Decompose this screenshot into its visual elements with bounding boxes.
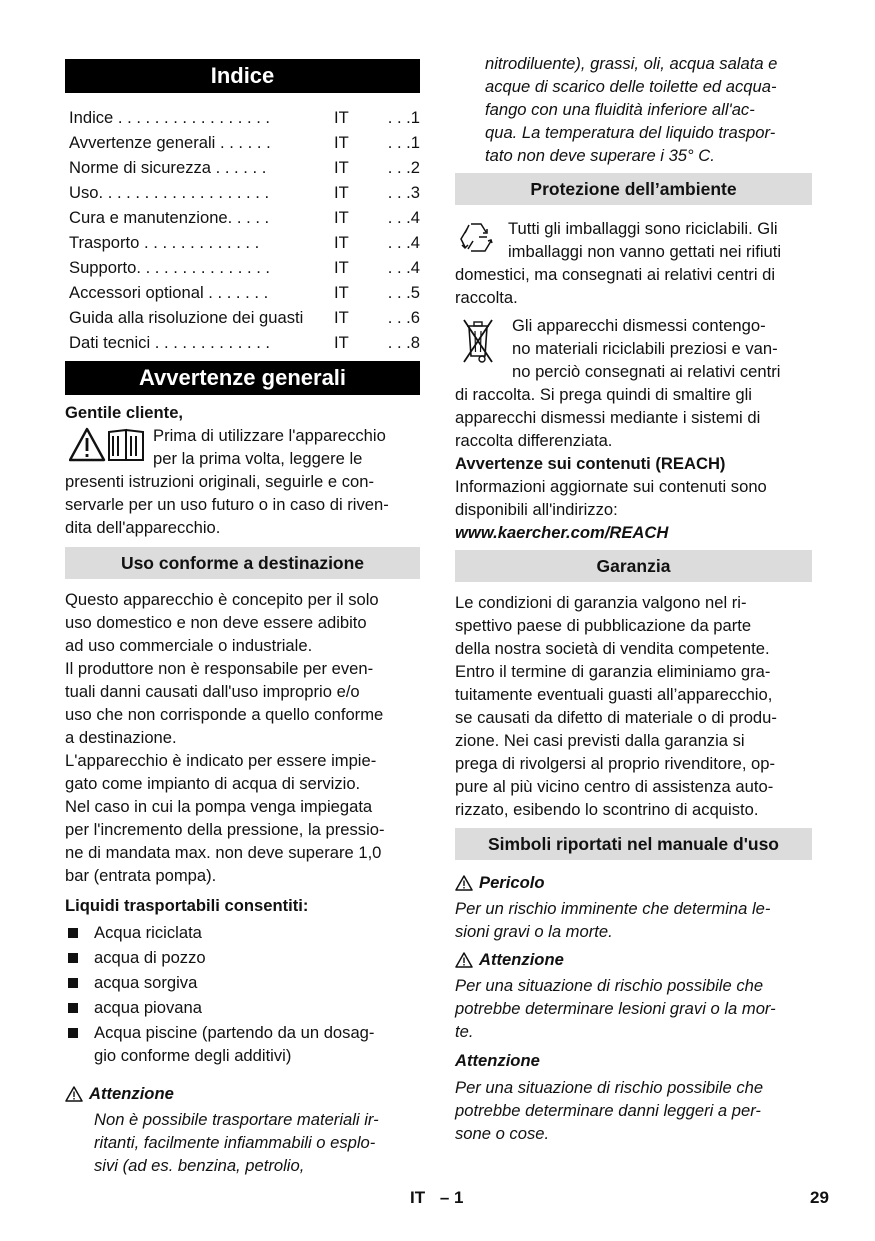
toc-entry-title: Supporto. . . . . . . . . . . . . . . bbox=[69, 258, 271, 277]
caution-line: Non è possibile trasportare materiali ir- bbox=[94, 1110, 379, 1129]
intro-line-c: presenti istruzioni originali, seguirle e con- bbox=[65, 472, 374, 491]
warranty-line: spettivo paese di pubblicazione da parte bbox=[455, 616, 752, 635]
toc-entry-title: Uso. . . . . . . . . . . . . . . . . . . bbox=[69, 183, 270, 202]
toc-entry-title: Cura e manutenzione. . . . . bbox=[69, 208, 270, 227]
intended-use-line: Il produttore non è responsabile per even- bbox=[65, 659, 374, 678]
toc-entry-lang: IT bbox=[334, 333, 349, 352]
caution-label-row bbox=[65, 1083, 420, 1105]
toc-entry[interactable] bbox=[69, 130, 420, 155]
intended-use-line: Questo apparecchio è concepito per il solo bbox=[65, 590, 379, 609]
reach-line: disponibili all'indirizzo: bbox=[455, 500, 618, 519]
liquids-list bbox=[65, 921, 420, 1044]
list-item: Acqua riciclata bbox=[65, 921, 420, 944]
caution-line: acque di scarico delle toilette ed acqua- bbox=[485, 77, 777, 96]
list-item-continuation: gio conforme degli additivi) bbox=[94, 1046, 292, 1065]
toc-entry-page: . . .1 bbox=[387, 133, 420, 152]
warning-label-row bbox=[455, 949, 812, 971]
intended-use-line: ad uso commerciale o industriale. bbox=[65, 636, 313, 655]
toc-entry-page: . . .6 bbox=[387, 308, 420, 327]
toc-heading: Indice bbox=[65, 59, 420, 93]
toc-entry-page: . . .8 bbox=[387, 333, 420, 352]
list-item: acqua sorgiva bbox=[65, 971, 420, 994]
toc-entry-lang: IT bbox=[334, 208, 349, 227]
general-warnings-heading: Avvertenze generali bbox=[65, 361, 420, 395]
recycle-block bbox=[455, 217, 812, 263]
warning-triangle-icon bbox=[455, 952, 473, 968]
toc-entry-title: Norme di sicurezza . . . . . . bbox=[69, 158, 267, 177]
intended-use-line: a destinazione. bbox=[65, 728, 177, 747]
intro-block bbox=[65, 424, 420, 470]
toc-entry-lang: IT bbox=[334, 308, 349, 327]
danger-line: Per un rischio imminente che determina le- bbox=[455, 899, 771, 918]
toc-entry-page: . . .5 bbox=[387, 283, 420, 302]
toc-entry-lang: IT bbox=[334, 108, 349, 127]
toc-entry-lang: IT bbox=[334, 158, 349, 177]
weee-line-b: no materiali riciclabili preziosi e van- bbox=[512, 339, 778, 358]
left-column bbox=[65, 52, 420, 1177]
toc-entry-title: Indice . . . . . . . . . . . . . . . . . bbox=[69, 108, 271, 127]
list-item: acqua piovana bbox=[65, 996, 420, 1019]
toc-entry[interactable] bbox=[69, 280, 420, 305]
toc-entry-title: Dati tecnici . . . . . . . . . . . . . bbox=[69, 333, 271, 352]
caution-text-right bbox=[455, 52, 812, 167]
caution-line: Per una situazione di rischio possibile che bbox=[455, 1078, 764, 1097]
warranty-line: Entro il termine di garanzia eliminiamo gra- bbox=[455, 662, 771, 681]
warning-triangle-icon bbox=[65, 1086, 83, 1102]
danger-label-row bbox=[455, 872, 812, 894]
intro-line-b: per la prima volta, leggere le bbox=[153, 449, 363, 468]
page-number: 29 bbox=[810, 1188, 829, 1207]
warranty-line: tuitamente eventuali guasti all’apparecchio, bbox=[455, 685, 773, 704]
toc-entry-page: . . .4 bbox=[387, 258, 420, 277]
toc-entry-lang: IT bbox=[334, 133, 349, 152]
warning-line: te. bbox=[455, 1022, 474, 1041]
danger-label: Pericolo bbox=[479, 873, 545, 892]
intended-use-line: L'apparecchio è indicato per essere impie- bbox=[65, 751, 377, 770]
intended-use-line: per l'incremento della pressione, la pressio- bbox=[65, 820, 385, 839]
caution-text bbox=[455, 1076, 812, 1145]
recycle-line-a: Tutti gli imballaggi sono riciclabili. Gli bbox=[508, 219, 778, 238]
weee-line-d: di raccolta. Si prega quindi di smaltire gli bbox=[455, 385, 752, 404]
toc-entry-page: . . .4 bbox=[387, 233, 420, 252]
warranty-line: pure al più vicino centro di assistenza auto- bbox=[455, 777, 774, 796]
intro-line-d: servarle per un uso futuro o in caso di riven- bbox=[65, 495, 389, 514]
warning-line: Per una situazione di rischio possibile che bbox=[455, 976, 764, 995]
recycle-line-c: domestici, ma consegnati ai relativi centri di bbox=[455, 265, 776, 284]
warranty-line: della nostra società di vendita competente. bbox=[455, 639, 770, 658]
toc-entry-title: Avvertenze generali . . . . . . bbox=[69, 133, 271, 152]
intended-use-line: tuali danni causati dall'uso improprio e/o bbox=[65, 682, 360, 701]
caution-line: ritanti, facilmente infiammabili o esplo- bbox=[94, 1133, 376, 1152]
weee-line-c: no perciò consegnati ai relativi centri bbox=[512, 362, 781, 381]
toc-entry-page: . . .3 bbox=[387, 183, 420, 202]
caution-line: fango con una fluidità inferiore all'ac- bbox=[485, 100, 755, 119]
intended-use-line: uso che non corrisponde a quello conforme bbox=[65, 705, 384, 724]
warranty-line: Le condizioni di garanzia valgono nel ri- bbox=[455, 593, 747, 612]
footer-section-code: IT bbox=[410, 1188, 426, 1207]
liquids-heading: Liquidi trasportabili consentiti: bbox=[65, 896, 309, 915]
toc-entry-lang: IT bbox=[334, 283, 349, 302]
caution-line: potrebbe determinare danni leggeri a per- bbox=[455, 1101, 761, 1120]
caution-label: Attenzione bbox=[455, 1051, 540, 1070]
toc-entry[interactable] bbox=[69, 305, 420, 330]
toc-entry-lang: IT bbox=[334, 233, 349, 252]
reach-heading: Avvertenze sui contenuti (REACH) bbox=[455, 454, 726, 473]
toc-entry-page: . . .1 bbox=[387, 108, 420, 127]
environment-heading: Protezione dell’ambiente bbox=[455, 173, 812, 205]
toc-entry[interactable] bbox=[69, 155, 420, 180]
caution-label: Attenzione bbox=[89, 1084, 174, 1103]
weee-line-e: apparecchi dismessi mediante i sistemi di bbox=[455, 408, 761, 427]
caution-line: nitrodiluente), grassi, oli, acqua salata e bbox=[485, 54, 778, 73]
weee-line-f: raccolta differenziata. bbox=[455, 431, 613, 450]
warning-text bbox=[455, 974, 812, 1043]
toc-entry-title: Guida alla risoluzione dei guasti bbox=[69, 308, 304, 327]
weee-line-a: Gli apparecchi dismessi contengo- bbox=[512, 316, 766, 335]
intended-use-line: ne di mandata max. non deve superare 1,0 bbox=[65, 843, 382, 862]
list-item bbox=[65, 1021, 420, 1044]
warranty-line: rizzato, esibendo lo scontrino di acquisto. bbox=[455, 800, 759, 819]
weee-block bbox=[455, 314, 812, 383]
intended-use-line: gato come impianto di acqua di servizio. bbox=[65, 774, 361, 793]
toc-entry[interactable] bbox=[69, 330, 420, 355]
greeting: Gentile cliente, bbox=[65, 403, 184, 422]
caution-line: sivi (ad es. benzina, petrolio, bbox=[94, 1156, 305, 1175]
intro-line-e: dita dell'apparecchio. bbox=[65, 518, 221, 537]
intended-use-text bbox=[65, 588, 420, 887]
toc-entry[interactable] bbox=[69, 205, 420, 230]
caution-line: tato non deve superare i 35° C. bbox=[485, 146, 715, 165]
recycle-icon bbox=[457, 221, 495, 255]
toc-entry-title: Accessori optional . . . . . . . bbox=[69, 283, 269, 302]
toc-entry[interactable] bbox=[69, 105, 420, 130]
read-manual-warning-icon bbox=[69, 427, 149, 463]
warranty-line: zione. Nei casi previsti dalla garanzia si bbox=[455, 731, 745, 750]
intended-use-line: uso domestico e non deve essere adibito bbox=[65, 613, 367, 632]
recycle-line-d: raccolta. bbox=[455, 288, 518, 307]
intro-line-a: Prima di utilizzare l'apparecchio bbox=[153, 426, 386, 445]
toc-entry[interactable] bbox=[69, 180, 420, 205]
warranty-line: prega di rivolgersi al proprio rivenditore, op- bbox=[455, 754, 776, 773]
table-of-contents bbox=[69, 105, 420, 355]
caution-line: qua. La temperatura del liquido traspor- bbox=[485, 123, 776, 142]
warning-triangle-icon bbox=[455, 875, 473, 891]
caution-text-left bbox=[65, 1108, 420, 1177]
warranty-heading: Garanzia bbox=[455, 550, 812, 582]
intended-use-line: Nel caso in cui la pompa venga impiegata bbox=[65, 797, 373, 816]
toc-entry-lang: IT bbox=[334, 258, 349, 277]
footer-section-page: – 1 bbox=[439, 1188, 464, 1207]
toc-entry-title: Trasporto . . . . . . . . . . . . . bbox=[69, 233, 260, 252]
list-item: acqua di pozzo bbox=[65, 946, 420, 969]
recycle-line-b: imballaggi non vanno gettati nei rifiuti bbox=[508, 242, 782, 261]
reach-link[interactable]: www.kaercher.com/REACH bbox=[455, 523, 669, 542]
reach-line: Informazioni aggiornate sui contenuti sono bbox=[455, 477, 767, 496]
caution-line: sone o cose. bbox=[455, 1124, 550, 1143]
warning-label: Attenzione bbox=[479, 950, 564, 969]
crossed-bin-icon bbox=[461, 316, 495, 366]
intended-use-heading: Uso conforme a destinazione bbox=[65, 547, 420, 579]
right-column bbox=[455, 52, 812, 1145]
toc-entry-page: . . .2 bbox=[387, 158, 420, 177]
danger-text bbox=[455, 897, 812, 943]
warranty-text bbox=[455, 591, 812, 821]
list-item-text: Acqua piscine (partendo da un dosag- bbox=[94, 1023, 375, 1042]
toc-entry-page: . . .4 bbox=[387, 208, 420, 227]
warranty-line: se causati da difetto di materiale o di produ- bbox=[455, 708, 777, 727]
danger-line: sioni gravi o la morte. bbox=[455, 922, 613, 941]
warning-line: potrebbe determinare lesioni gravi o la mor- bbox=[455, 999, 776, 1018]
intended-use-line: bar (entrata pompa). bbox=[65, 866, 217, 885]
toc-entry[interactable] bbox=[69, 230, 420, 255]
symbols-heading: Simboli riportati nel manuale d'uso bbox=[455, 828, 812, 860]
footer-section bbox=[410, 1188, 463, 1208]
toc-entry-lang: IT bbox=[334, 183, 349, 202]
toc-entry[interactable] bbox=[69, 255, 420, 280]
